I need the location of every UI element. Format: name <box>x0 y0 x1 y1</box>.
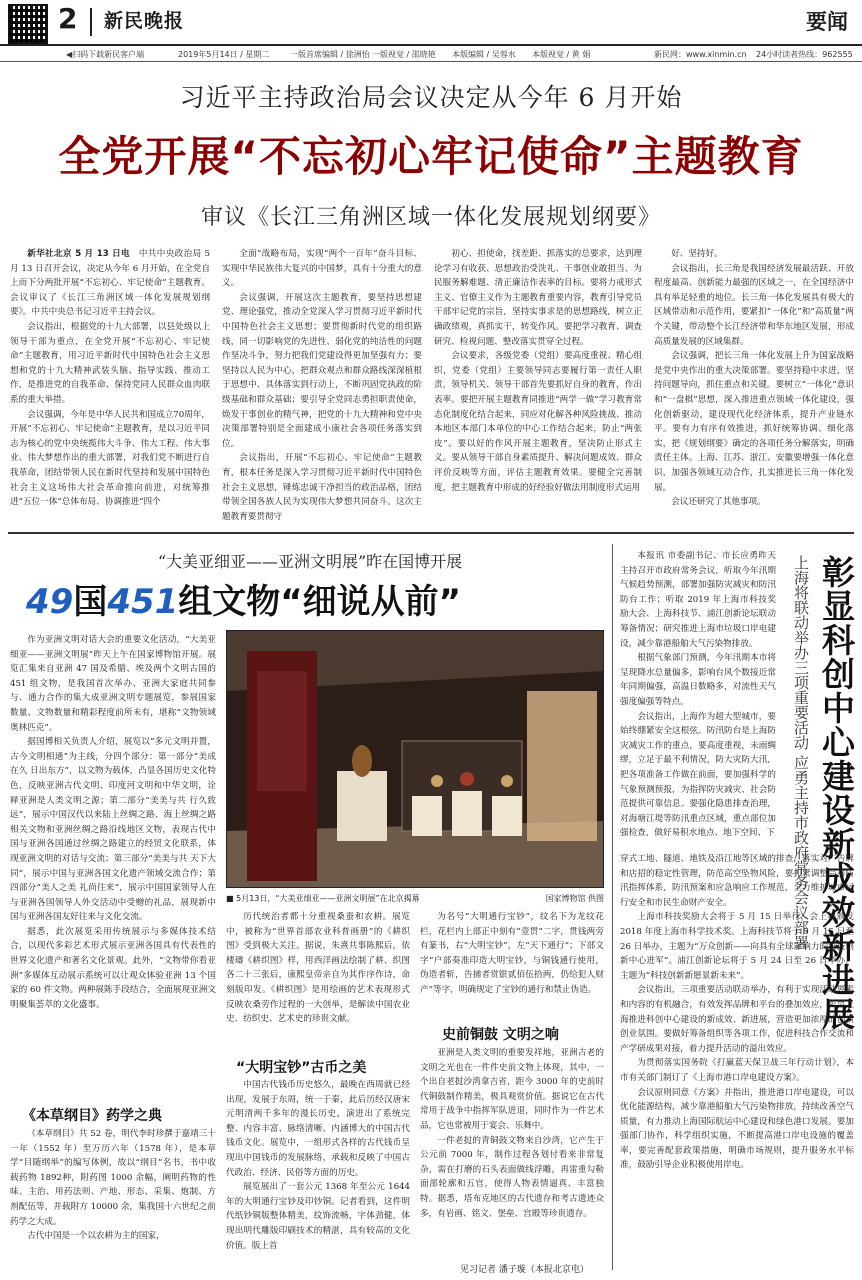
exhibition-column-2 <box>226 910 410 1060</box>
page-editor: 本版编辑 / 吴蓉水 <box>452 50 516 59</box>
headline-number-relics: 451 <box>107 582 179 622</box>
exhibition-column-3-text <box>420 910 604 998</box>
headline-rest: 组文物“细说从前” <box>178 582 462 622</box>
paragraph: 中国古代钱币历史悠久，最晚在西周就已经出现，发展于东周，统一于秦，此后历经汉唐宋元明清两千多年的漫长历史，演进出了系统完整、内容丰富、脉络清晰、内涵博大的中国古代钱币文化。展览中，一组形式各样的古代钱币呈现出中国钱币的发展脉络，承载和反映了中国古代政治、经济、民俗等方面的历史。 <box>226 1080 410 1178</box>
exhibition-column-2-text <box>226 910 410 1027</box>
qr-code-icon[interactable] <box>8 4 48 44</box>
baochao-text-body <box>226 1078 410 1253</box>
paragraph: 亚洲是人类文明的重要发祥地，亚洲古老的文明之光也在一件件史前文物上体现，其中，一个出自老挝沙湾拿吉省，距今 3000 年的史前时代铜鼓制作精美，极具观赏价值。据说它在古代常用于战争中指挥军队进退，同时作为一件艺术品，它也常被用于宴会、乐舞中。 <box>420 1048 604 1131</box>
lead-column-4 <box>654 247 854 527</box>
sidebar-text-bottom <box>620 852 854 1173</box>
header-subline <box>0 46 862 62</box>
byline: 见习记者 潘子璇（本报北京电） <box>460 1265 589 1275</box>
paragraph: 据悉，此次展览采用传统展示与多媒体技术结合，以现代多彩艺术形式展示亚洲各国具有代表性的世界文化遗产和著名文化景观。此外，“文物带你看亚洲”多媒体互动展示系统可以让观众体验亚洲 13 个国家的 60 件文物。两种展陈手段结合，全面展现亚洲文明聚集荟萃的文化盛事。 <box>10 926 216 1010</box>
paragraph: 会议指出，长三角是我国经济发展最活跃、开放程度最高、创新能力最强的区域之一，在全国经济中具有举足轻重的地位。长三角一体化发展具有极大的区域带动和示范作用，要紧扣“一体化”和“高质量”两个关键，带动整个长江经济带和华东地区发展，形成高质量发展的区域集群。 <box>654 263 854 347</box>
lead-column-1 <box>10 247 210 527</box>
paragraph: 会议强调，今年是中华人民共和国成立70周年，开展“不忘初心、牢记使命”主题教育，是以习近平同志为核心的党中央统揽伟大斗争、伟大工程、伟大事业、伟大梦想作出的重大部署，对我们党不断进行自我革命，团结带领人民在新时代坚持和发展中国特色社会主义这场伟大社会革命推向前进，对统筹推进“五位一体”总体布局、协调推进“四个 <box>10 409 210 508</box>
paragraph: 作为亚洲文明对话大会的重要文化活动，“大美亚细亚——亚洲文明展”昨天上午在国家博物馆开展。展览汇集来自亚洲 47 国及希腊、埃及两个文明古国的 451 组文物，是我国首次举办、亚洲大家庭共同参与、通力合作的集大成亚洲文明专题展览，参展国家数量、文物数量和精彩程度前所未有，堪称“文物领域奥林匹克”。 <box>10 635 216 733</box>
download-prompt[interactable]: ◀扫码下载新民客户端 <box>66 50 145 59</box>
issue-date: 2019年5月14日 / 星期二 <box>178 50 270 59</box>
lead-dateline: 新华社北京 5 月 13 日电 <box>27 249 130 259</box>
sidebar-column-top <box>620 549 776 849</box>
paragraph: 会议还研究了其他事项。 <box>671 497 766 508</box>
paragraph: 好、坚持好。 <box>671 249 723 259</box>
sidebar-subheadline: 上海将联动举办三项重要活动 应勇主持市政府常务会议部署 <box>792 555 810 950</box>
page-number: 2 <box>58 2 78 35</box>
paragraph: 本报讯 市委副书记、市长应勇昨天主持召开市政府常务会议，听取今年汛期气候趋势预测，部署加强防灾减灾和防汛防台工作；听取 2019 年上海市科技奖励大会、上海科技节、浦江创新论坛联动筹备情况；研究推进上海市垃圾口岸电建设，减少靠港船舶大气污染物排放。 <box>620 551 776 649</box>
exhibition-column-3 <box>420 910 604 1022</box>
reader-hotline: 24小时读者热线：962555 <box>756 50 853 59</box>
paragraph: 根据气象部门预测，今年汛期本市将呈现降水总量偏多，影响台风个数接近常年同期偏强，高温日数略多，对流性天气强度偏强等特点。 <box>620 653 776 707</box>
lead-column-1-text: 中共中央政治局 5 月 13 日召开会议，决定从今年 6 月开始，在全党自上而下分两批开展“不忘初心、牢记使命”主题教育。会议审议了《长江三角洲区域一体化发展规划纲要》。中共中央总书记习近平主持会议。 <box>10 249 210 318</box>
lead-column-3-text <box>434 247 642 495</box>
paragraph: 会议强调，开展这次主题教育，要坚持思想建党、理论强党，推动全党深入学习贯彻习近平新时代中国特色社会主义思想；要贯彻新时代党的组织路线，同一切影响党的先进性、弱化党的纯洁性的问题作坚决斗争，努力把我们党建设得更加坚强有力；要坚持以人民为中心，把群众观点和群众路线深深植根于思想中、具体落实到行动上，不断巩固党执政的阶级基础和群众基础；要引导全党同志勇担职责使命，焕发干事创业的精气神，把党的十九大精神和党中央决策部署特别是全面建成小康社会各项任务落实到位。 <box>222 292 422 449</box>
headline-word-country: 国 <box>73 582 108 622</box>
section-name: 要闻 <box>806 9 848 34</box>
paragraph: 初心、担使命，找差距、抓落实的总要求，达到理论学习有收获、思想政治受洗礼、干事创业敢担当、为民服务解难题、清正廉洁作表率的目标。要将力戒形式主义、官僚主义作为主题教育重要内容，教育引导党员干部牢记党的宗旨，坚持实事求是的思想路线，树立正确政绩观，真抓实干，转变作风。要把学习教育、调查研究、检视问题、整改落实贯穿全过程。 <box>434 249 642 347</box>
subhead-tonggu: 史前铜鼓 文明之响 <box>442 1027 559 1043</box>
paragraph: 穿式工地、隧道、地铁及沿江地等区域的排查，落实对广告牌和店招的稳定性管理，防范高空坠物风险，要抓紧调整完善防汛指挥体系，防汛预案和应急响应工作规范，全力维护城市运行安全和市民生命财产安全。 <box>620 854 854 908</box>
paragraph: 会议指出，三项重要活动联动举办，有利于实现活动要素和内容的有机融合，有效发挥品牌和平台的叠加效应，彰显上海推进科创中心建设的新成效、新进展，营造更加浓厚的创新创业氛围。要做好筹备组织等各项工作，促进科技合作交流和产学研成果对接，着力提升活动的溢出效应。 <box>620 985 854 1054</box>
headline-number-countries: 49 <box>26 582 74 622</box>
paragraph: 会议强调，把长三角一体化发展上升为国家战略是党中央作出的重大决策部署。要坚持稳中求进，坚持问题导向，抓住重点和关键。要树立“一体化”意识和“一盘棋”思想，深入推进重点领域一体化建设，强化创新驱动，建设现代化经济体系，提升产业链水平。要有力有序有效推进，抓好统筹协调、细化落实，把《规划纲要》确定的各项任务分解落实，明确责任主体。上海、江苏、浙江、安徽要增强一体化意识，加强各领域互动合作，扎实推进长三角一体化发展。 <box>654 351 854 493</box>
exhibition-kicker: “大美亚细亚——亚洲文明展”昨在国博开展 <box>157 552 463 571</box>
front-editor: 一版首席编辑 / 徐洲怡 <box>290 50 370 59</box>
paragraph: 为贯彻落实国务院《打赢蓝天保卫战三年行动计划》，本市有关部门制订了《上海市港口岸电建设方案》。 <box>620 1058 854 1083</box>
lead-deck: 审议《长江三角洲区域一体化发展规划纲要》 <box>200 205 661 230</box>
exhibition-column-1-text <box>10 633 216 1012</box>
paragraph: 展览展出了一套公元 1368 年至公元 1644 年的大明通行宝钞及印钞铜。记者看到，这件明代纸钞铜版整体精美，纹饰流畅，字体劲健，体现出明代雕版印刷技术的精湛，具有较高的文化价值。版上首 <box>226 1182 410 1251</box>
tonggu-text-body <box>420 1046 604 1221</box>
photo-credit: 国家博物馆 供图 <box>545 894 604 903</box>
sidebar-text-top <box>620 549 776 841</box>
bencao-text <box>10 1127 216 1275</box>
sidebar-column-bottom <box>620 852 854 1274</box>
lead-column-3 <box>434 247 642 527</box>
lead-kicker: 习近平主持政治局会议决定从今年 6 月开始 <box>179 83 683 112</box>
exhibition-hall-illustration <box>227 631 604 888</box>
baochao-text <box>226 1078 410 1275</box>
subhead-bencao: 《本草纲目》药学之典 <box>22 1108 162 1124</box>
paragraph: 历代统治者都十分重视桑蚕和农耕。展览中，被称为“世界首部农业科普画册”的《耕织图》受到极大关注。据说，朱熹共事陈熙后，依楼璹《耕织图》样，用西洋画法绘制了耕、织图各二十三张后，康熙皇帝亲自为其作序作诗，命刻版印发。《耕织图》是用绘画的艺术表现形式反映农桑劳作过程的一大创举，是解读中国农业史、纺织史、艺术史的珍贵文献。 <box>226 912 410 1025</box>
paragraph: 会议指出，根据党的十九大部署，以县处级以上领导干部为重点，在全党开展“不忘初心、牢记使命”主题教育，用习近平新时代中国特色社会主义思想和党的十九大精神武装头脑、指导实践、推动工作，是推进党的自我革命、保持党同人民群众血肉联系的重大举措。 <box>10 321 210 405</box>
header-divider <box>90 8 92 36</box>
newspaper-name: 新民晚报 <box>104 10 185 32</box>
paragraph: 据国博相关负责人介绍，展览以“多元文明并置，古今文明相通”为主线，分四个部分：第一部分“美成在久 日出东方”，以文物为载体，凸显各国历史文化特色，反映亚洲古代文明、印度河文明和中华文明，诠释亚洲是人类文明之源；第二部分“美美与共 行久致远”，展示中国汉代以来陆上丝绸之路、海上丝绸之路相关文物和亚洲丝绸之路沿线地区文物，表现古代中国与亚洲各国通过丝绸之路建立的经贸文化联系，体现亚洲文明的对话与交流；第三部分“美美与共 天下大同”，展示中国与亚洲各国文化遗产领域交流合作；第四部分“美人之美 礼尚往来”，展示中国国家领导人在与亚洲各国领导人外交活动中受赠的礼品，展现新中国与亚洲各国友好往来与文化交流。 <box>10 737 216 923</box>
paragraph: 一件老挝的青铜鼓文物来自沙湾，它产生于公元前 7000 年，制作过程各划付看来非常复杂，需在打磨的石头表面做线浮雕，再雷重勾勒面部轮廓和五官，使得人物表情逼真、丰富独特。据悉，塔布克地区的古代遗存和考古遗迹众多，有岩画、铭文、堡垒、宫殿等珍贵遗存。 <box>420 1135 604 1219</box>
section-rule <box>8 532 854 534</box>
paragraph: 为名号“大明通行宝钞”，纹名下为龙纹花栏，花栏内上部正中刻有“壹贯”二字，贯钱两旁有篆书，右“大明宝钞”，左“天下通行”；下部文字“户部奏准印造大明宝钞，与铜钱通行使用，伪造者斩，告捕者赏银贰佰伍拾两，仍给犯人财产”等字，明确规定了宝钞的通行和禁止伪造。 <box>420 912 604 995</box>
paragraph: 上海市科技奖励大会将于 5 月 15 日举行，会上将颁发 2018 年度上海市科学技术奖。上海科技节将于 5 月 15 日至 26 日举办，主题为“万众创新——向具有全球影响力的科技创新中心进军”。浦江创新论坛将于 5 月 24 日至 26 日举办，主题为“科技创新新愿景新未来”。 <box>620 912 854 981</box>
photo-caption-row <box>226 893 604 904</box>
paragraph: 会议指出，上海作为超大型城市，要始终绷紧安全这根弦。防汛防台是上海防灾减灾工作的重点，要高度重视，未雨绸缪，立足于最不利情况，防大灾防大汛，把各项准备工作做在前面，要加强科学的气象预测预报，为指挥防灾减灾、社会防范提供可靠信息。要强化隐患排查治理，对海塘江堤等防汛重点区域，重点部位加强检查，做好易积水地点、地下空间、下 <box>620 711 776 839</box>
exhibition-photo[interactable] <box>226 630 604 888</box>
sidebar-headline[interactable]: 彰显科创中心建设新成效新进展 <box>817 555 856 1031</box>
website[interactable]: 新民网：www.xinmin.cn <box>654 50 747 59</box>
page-visual: 本版视觉 / 黄 娟 <box>532 50 591 59</box>
exhibition-column-1 <box>10 633 216 1103</box>
paragraph: 会议要求，各级党委（党组）要高度重视、精心组织，党委（党组）主要领导同志要履行第一责任人职责，领导机关、领导干部首先要抓好自身的教育，作出表率。要把开展主题教育同推进“两学一做”学习教育常态化制度化结合起来，同应对化解各种风险挑战、推动本地区本部门本单位的中心工作结合起来，防止“两张皮”。要以好的作风开展主题教育，坚决防止形式主义。要从领导干部自身素质提升、解决问题成效、群众评价反映等方面，评估主题教育效果。要健全完善制度，把主题教育中形成的好经验好做法用制度形式运用 <box>434 351 642 493</box>
lead-column-2 <box>222 247 422 527</box>
front-visual: 一版视觉 / 邵晓艳 <box>372 50 436 59</box>
lead-column-2-text <box>222 247 422 524</box>
paragraph: 《本草纲目》共 52 卷，明代李时珍撰于嘉靖三十一年（1552 年）至万历六年（1578 年），是本草学“目随纲举”的编写体例，故以“纲目”名书，书中收载药物 1892种，附药图 1000 余幅，阐明药物的性味、主治、用药法则、产地、形态、采集、炮制、方剂配伍等，并载附方 10000 余，集我国十六世纪之前药学之大成。 <box>10 1129 216 1227</box>
lead-headline[interactable]: 全党开展“不忘初心牢记使命”主题教育 <box>58 132 804 181</box>
photo-caption: ■ 5月13日，“大美亚细亚——亚洲文明展”在北京揭幕 <box>226 894 420 903</box>
paragraph: 会议指出，开展“不忘初心、牢记使命”主题教育，根本任务是深入学习贯彻习近平新时代中国特色社会主义思想，锤炼忠诚干净担当的政治品格，团结带领全国各族人民为实现伟大梦想共同奋斗。这次主题教育要贯彻守 <box>222 453 422 522</box>
paragraph: 全面”战略布局，实现“两个一百年”奋斗目标、实现中华民族伟大复兴的中国梦，具有十分重大的意义。 <box>222 249 422 289</box>
bencao-text-body <box>10 1127 216 1244</box>
subhead-baochao: “大明宝钞”古币之美 <box>236 1060 367 1076</box>
column-divider <box>612 544 613 1270</box>
lead-column-4-text <box>654 247 854 510</box>
paragraph: 古代中国是一个以农耕为主的国家， <box>27 1231 165 1242</box>
paragraph: 会议原则同意《方案》并指出，推进港口岸电建设，可以优化能源结构，减少靠港船舶大气污染物排放，持续改善空气质量，有力推动上海国际航运中心建设和绿色港口发展。要加强部门协作，科学组织实施，不断提高港口岸电设施的覆盖率，要完善配套政策措施，明确市场规则，提升服务水平标准，鼓励引导企业积极使用岸电。 <box>620 1087 854 1171</box>
exhibition-headline[interactable] <box>26 574 461 623</box>
tonggu-text <box>420 1046 604 1258</box>
